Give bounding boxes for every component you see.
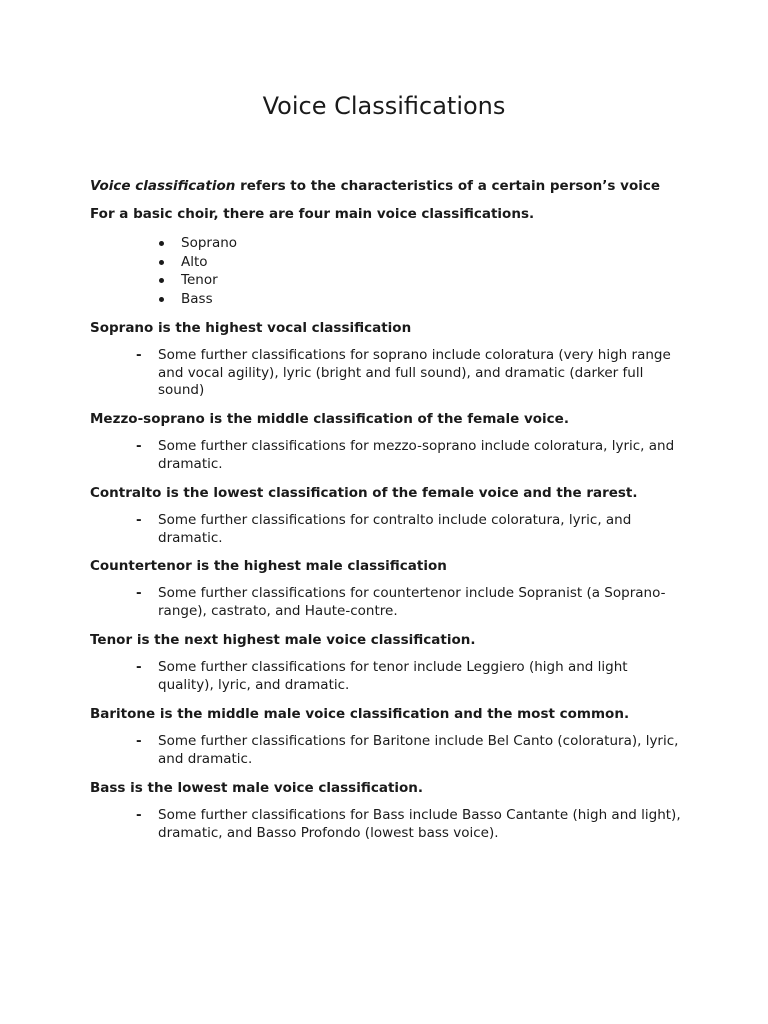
section-heading-contralto: Contralto is the lowest classification of the female voice and the rarest. <box>90 485 638 501</box>
detail-text: Some further classifications for Baritone include Bel Canto (coloratura), lyric, and dramatic. <box>158 733 679 767</box>
section-detail-bass <box>136 807 681 842</box>
dash-marker: - <box>136 512 142 528</box>
dash-marker: - <box>136 438 142 454</box>
choir-paragraph: For a basic choir, there are four main voice classifications. <box>90 206 535 222</box>
detail-text: Some further classifications for soprano include coloratura (very high range and vocal agility), lyric (bright and full sound), and dramatic (darker full sound) <box>158 347 671 399</box>
section-detail-soprano <box>136 347 681 400</box>
section-heading-soprano: Soprano is the highest vocal classification <box>90 320 412 336</box>
detail-text: Some further classifications for contralto include coloratura, lyric, and dramatic. <box>158 512 632 546</box>
intro-rest: refers to the characteristics of a certain person’s voice <box>235 178 660 194</box>
section-heading-countertenor: Countertenor is the highest male classification <box>90 558 447 574</box>
section-detail-countertenor <box>136 585 681 620</box>
detail-text: Some further classifications for mezzo-soprano include coloratura, lyric, and dramatic. <box>158 438 675 472</box>
dash-marker: - <box>136 585 142 601</box>
section-detail-tenor <box>136 659 681 694</box>
section-detail-contralto <box>136 512 681 547</box>
section-detail-mezzo-soprano <box>136 438 681 473</box>
dash-marker: - <box>136 347 142 363</box>
section-heading-bass: Bass is the lowest male voice classification. <box>90 780 424 796</box>
section-heading-baritone: Baritone is the middle male voice classification and the most common. <box>90 706 630 722</box>
dash-marker: - <box>136 807 142 823</box>
voice-list-item: Soprano <box>158 234 237 253</box>
section-heading-tenor: Tenor is the next highest male voice classification. <box>90 632 476 648</box>
voice-list-item: Bass <box>158 290 237 309</box>
section-heading-mezzo-soprano: Mezzo-soprano is the middle classification of the female voice. <box>90 411 569 427</box>
dash-marker: - <box>136 733 142 749</box>
dash-marker: - <box>136 659 142 675</box>
section-detail-baritone <box>136 733 681 768</box>
intro-term: Voice classification <box>90 178 236 194</box>
detail-text: Some further classifications for countertenor include Sopranist (a Soprano-range), castrato, and Haute-contre. <box>158 585 666 619</box>
detail-text: Some further classifications for tenor include Leggiero (high and light quality), lyric, and dramatic. <box>158 659 628 693</box>
document-title: Voice Classifications <box>262 92 506 120</box>
voice-list <box>158 234 237 309</box>
voice-list-item: Tenor <box>158 271 237 290</box>
voice-list-item: Alto <box>158 253 237 272</box>
detail-text: Some further classifications for Bass include Basso Cantante (high and light), dramatic, and Basso Profondo (lowest bass voice). <box>158 807 681 841</box>
intro-paragraph <box>90 177 690 195</box>
